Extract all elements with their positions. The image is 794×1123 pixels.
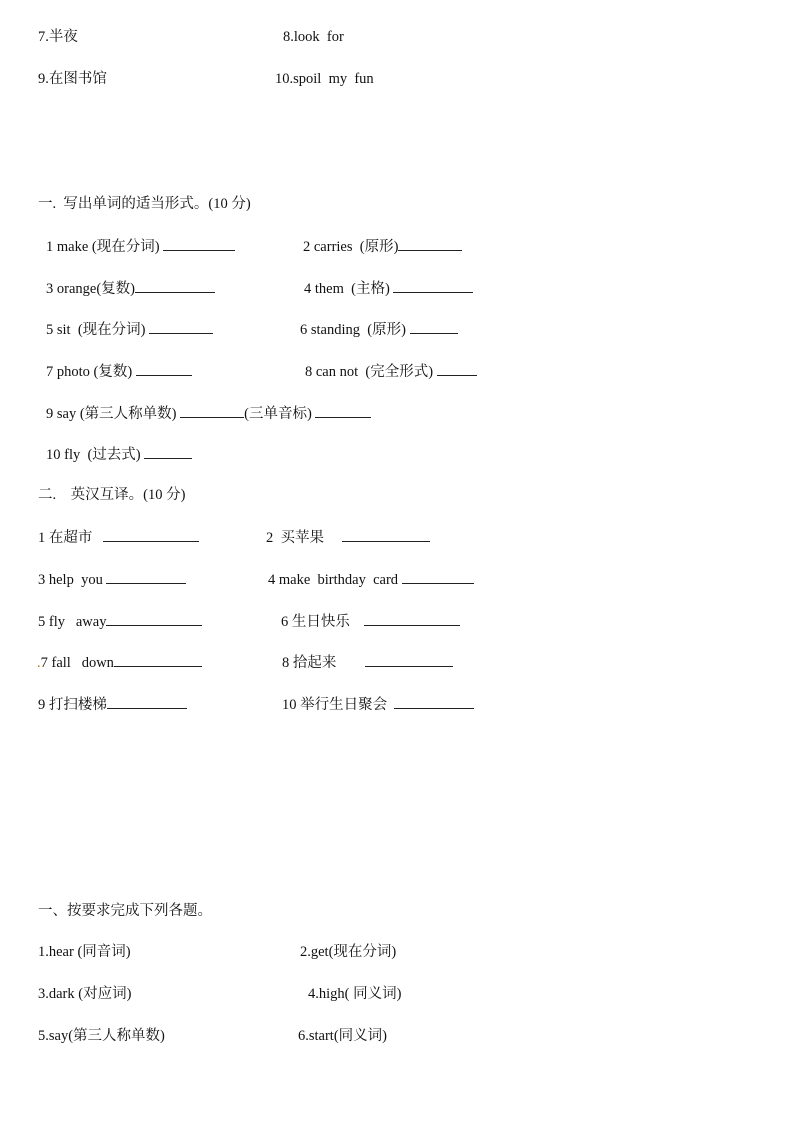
s3-item-2: 2.get(现在分词)	[300, 944, 397, 960]
s2-item-9: 9 打扫楼梯	[38, 694, 187, 714]
s1-item-4: 4 them (主格)	[304, 278, 473, 298]
answer-blank[interactable]	[180, 403, 244, 418]
answer-blank[interactable]	[437, 361, 477, 376]
s1-item-10: 10 fly (过去式)	[46, 444, 192, 464]
answer-blank[interactable]	[402, 569, 474, 584]
answer-blank[interactable]	[163, 236, 235, 251]
answer-blank[interactable]	[149, 319, 213, 334]
s1-item-2: 2 carries (原形)	[303, 236, 462, 256]
s1-item-6: 6 standing (原形)	[300, 319, 458, 339]
s1-item-5: 5 sit (现在分词)	[46, 319, 213, 339]
s2-item-8: 8 拾起来	[282, 652, 453, 672]
s2-item-1: 1 在超市	[38, 527, 199, 547]
s3-item-5: 5.say(第三人称单数)	[38, 1028, 165, 1044]
answer-blank[interactable]	[342, 527, 430, 542]
s2-item-5: 5 fly away	[38, 611, 202, 631]
answer-blank[interactable]	[393, 278, 473, 293]
s2-item-7: .7 fall down	[37, 652, 202, 672]
answer-blank[interactable]	[103, 527, 199, 542]
answer-blank[interactable]	[135, 278, 215, 293]
answer-blank[interactable]	[144, 444, 192, 459]
section1-heading: 一. 写出单词的适当形式。(10 分)	[38, 196, 251, 212]
s1-item-8: 8 can not (完全形式)	[305, 361, 477, 381]
answer-blank[interactable]	[410, 319, 458, 334]
s2-item-2: 2 买苹果	[266, 527, 430, 547]
s2-item-3: 3 help you	[38, 569, 186, 589]
answer-blank[interactable]	[106, 569, 186, 584]
item-top-7: 7.半夜	[38, 29, 78, 45]
s1-item-1: 1 make (现在分词)	[46, 236, 235, 256]
stray-dot: .	[37, 655, 41, 671]
s2-item-10: 10 举行生日聚会	[282, 694, 474, 714]
s1-item-7: 7 photo (复数)	[46, 361, 192, 381]
answer-blank[interactable]	[114, 652, 202, 667]
answer-blank[interactable]	[394, 694, 474, 709]
answer-blank[interactable]	[107, 694, 187, 709]
answer-blank[interactable]	[365, 652, 453, 667]
s3-item-4: 4.high( 同义词)	[308, 986, 402, 1002]
answer-blank[interactable]	[398, 236, 462, 251]
answer-blank[interactable]	[136, 361, 192, 376]
section3-heading: 一、按要求完成下列各题。	[38, 903, 212, 919]
s3-item-3: 3.dark (对应词)	[38, 986, 132, 1002]
s3-item-1: 1.hear (同音词)	[38, 944, 131, 960]
s2-item-6: 6 生日快乐	[281, 611, 460, 631]
answer-blank[interactable]	[364, 611, 460, 626]
item-top-10: 10.spoil my fun	[275, 71, 374, 87]
item-top-8: 8.look for	[283, 29, 344, 45]
s1-item-9: 9 say (第三人称单数) (三单音标)	[46, 403, 371, 423]
s1-item-3: 3 orange(复数)	[46, 278, 215, 298]
s2-item-4: 4 make birthday card	[268, 569, 474, 589]
answer-blank[interactable]	[106, 611, 202, 626]
section2-heading: 二. 英汉互译。(10 分)	[38, 487, 186, 503]
s3-item-6: 6.start(同义词)	[298, 1028, 387, 1044]
answer-blank[interactable]	[315, 403, 371, 418]
item-top-9: 9.在图书馆	[38, 71, 107, 87]
